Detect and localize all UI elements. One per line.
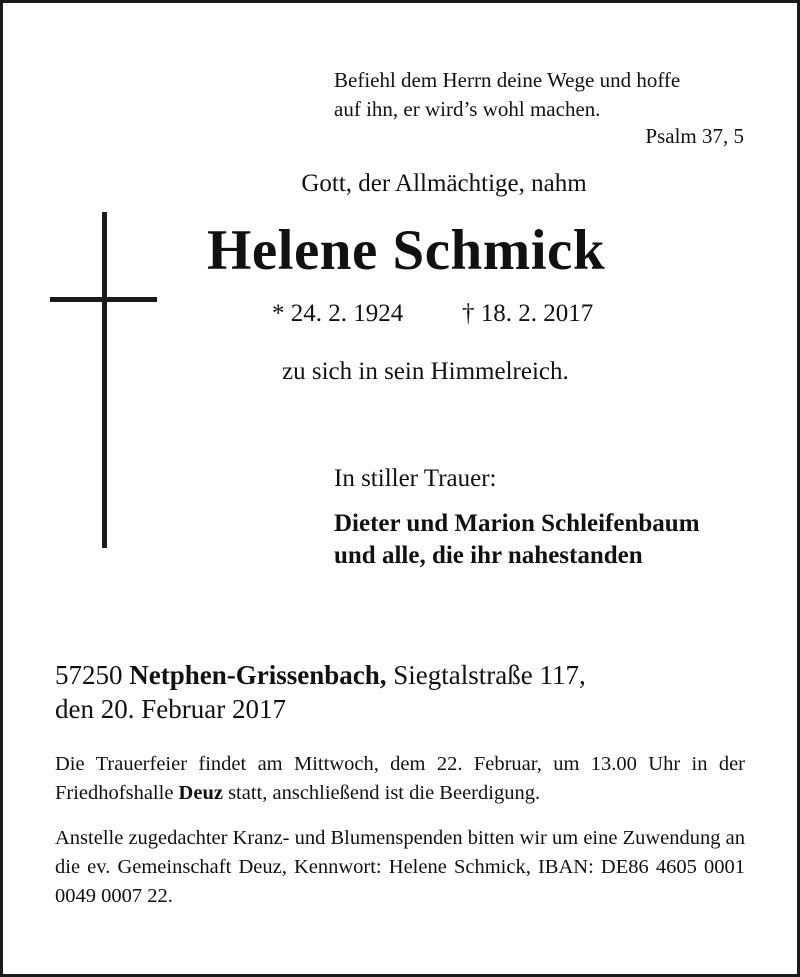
death-date: † 18. 2. 2017 — [462, 300, 594, 327]
address-line — [55, 658, 586, 692]
funeral-text-a: Die Trauerfeier findet am Mittwoch, dem 22. Februar, um 13.00 Uhr in der Friedhofshalle — [55, 753, 745, 804]
donation-paragraph: Anstelle zugedachter Kranz- und Blumenspenden bitten wir um eine Zuwendung an die ev. Gemeinschaft Deuz, Kennwort: Helene Schmick, IBAN: DE86 4605 0001 0049 0007 22. — [55, 827, 745, 907]
funeral-text-b: statt, anschließend ist die Beerdigung. — [228, 782, 541, 804]
street: Siegtalstraße 117, — [393, 660, 586, 690]
cross-icon — [102, 212, 107, 548]
postcode: 57250 — [55, 660, 123, 690]
notice-date: den 20. Februar 2017 — [55, 694, 286, 724]
birth-date: * 24. 2. 1924 — [272, 300, 404, 327]
psalm-quote — [334, 66, 680, 124]
quote-line-1: Befiehl dem Herrn deine Wege und hoffe — [334, 68, 681, 92]
quote-line-2: auf ihn, er wird’s wohl machen. — [334, 97, 601, 121]
family-names — [334, 508, 700, 572]
funeral-place: Deuz — [178, 782, 223, 804]
address-block — [55, 658, 586, 726]
family-line-1: Dieter und Marion Schleifenbaum — [334, 510, 700, 537]
deceased-name: Helene Schmick — [207, 219, 606, 282]
psalm-reference: Psalm 37, 5 — [645, 124, 744, 148]
funeral-paragraph — [55, 750, 745, 808]
intro-line: Gott, der Allmächtige, nahm — [301, 170, 587, 197]
mourning-heading: In stiller Trauer: — [334, 465, 497, 492]
family-line-2: und alle, die ihr nahestanden — [334, 542, 643, 569]
heaven-line: zu sich in sein Himmelreich. — [282, 358, 569, 385]
town: Netphen-Grissenbach, — [129, 660, 387, 690]
cross-icon-bar — [50, 297, 157, 302]
